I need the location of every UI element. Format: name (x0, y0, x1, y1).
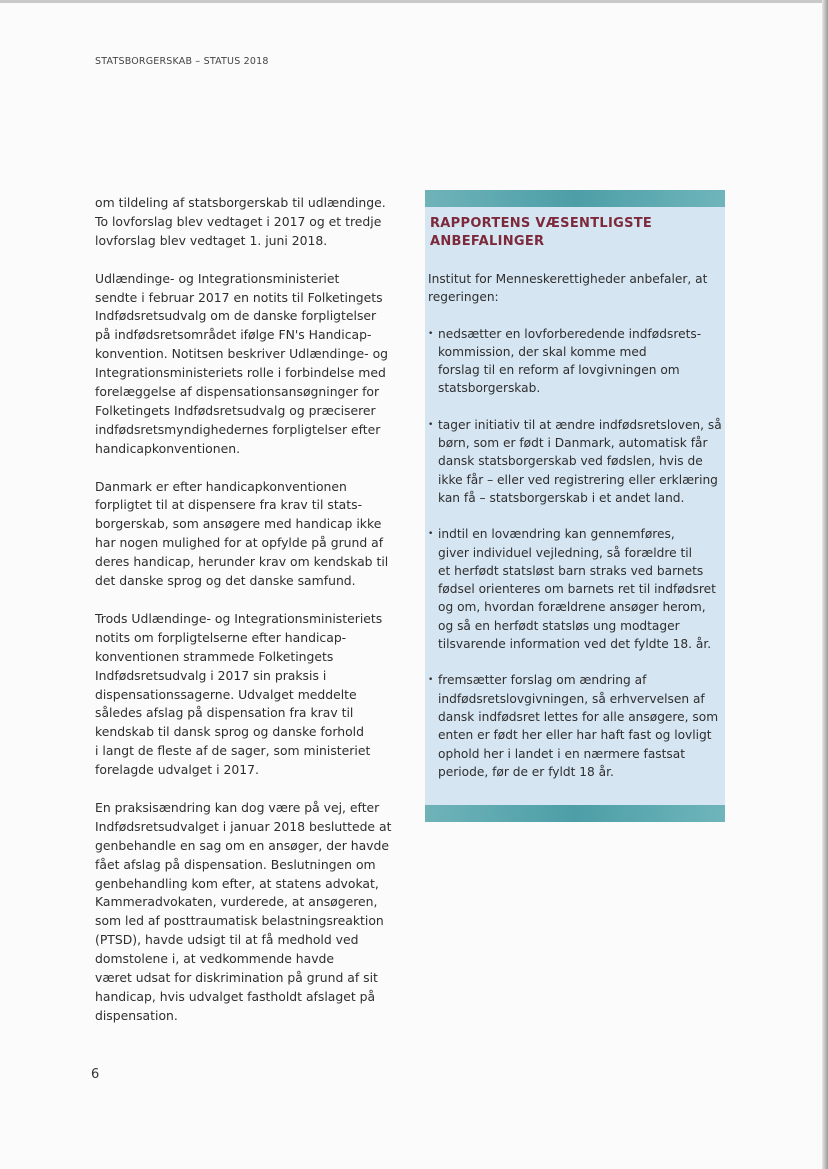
text-line: Folketingets Indfødsretsudvalg og præciserer (95, 402, 376, 418)
text-line: forelæggelse af dispensationsansøgninger for (95, 384, 380, 400)
text-line: indfødsretslovgivningen, så erhvervelsen af (438, 691, 705, 706)
text-line: Indfødsretsudvalg i 2017 sin praksis i (95, 667, 327, 683)
box-title-line: ANBEFALINGER (430, 234, 545, 249)
text-line: To lovforslag blev vedtaget i 2017 og et tredje (95, 213, 382, 229)
text-line: (PTSD), havde udsigt til at få medhold ved (95, 932, 359, 948)
box-intro-line: regeringen: (428, 290, 499, 305)
text-line: dansk indfødsret lettes for alle ansøgere, som (438, 709, 719, 724)
text-line: • fremsætter forslag om ændring af (438, 673, 647, 688)
page-number: 6 (91, 1067, 100, 1082)
text-line: konvention. Notitsen beskriver Udlændinge- og (95, 346, 389, 362)
paragraph (95, 194, 405, 251)
scan-edge-right (822, 0, 828, 1169)
body-text-column (95, 194, 405, 1045)
text-line: lovforslag blev vedtaget 1. juni 2018. (95, 232, 328, 248)
text-line: ophold her i landet i en nærmere fastsat (438, 746, 686, 761)
text-line: Danmark er efter handicapkonventionen (95, 478, 347, 494)
text-line: som led af posttraumatisk belastningsreaktion (95, 913, 384, 929)
text-line: fødsel orienteres om barnets ret til indfødsret (438, 582, 716, 597)
text-line: dansk statsborgerskab ved fødslen, hvis de (438, 454, 703, 469)
text-line: Indfødsretsudvalg om de danske forpligtelser (95, 308, 377, 324)
text-line: kan få – statsborgerskab i et andet land. (438, 490, 685, 505)
paragraph (95, 270, 405, 459)
box-body (428, 270, 724, 799)
box-title-line: RAPPORTENS VÆSENTLIGSTE (430, 216, 653, 231)
text-line: handicap, hvis udvalget fastholdt afslaget på (95, 989, 376, 1004)
text-line: sendte i februar 2017 en notits til Folketingets (95, 289, 383, 305)
box-intro-line: Institut for Menneskerettigheder anbefaler, at (428, 272, 708, 286)
paragraph (95, 610, 405, 780)
text-line: og om, hvordan forældrene ansøger herom, (438, 600, 706, 615)
text-line: genbehandle en sag om en ansøger, der havde (95, 837, 389, 853)
text-line: kommission, der skal komme med (438, 344, 647, 359)
text-line: genbehandling kom efter, at statens advokat, (95, 875, 379, 891)
text-line: Trods Udlændinge- og Integrationsministeriets (95, 610, 383, 626)
text-line: • indtil en lovændring kan gennemføres, (438, 527, 675, 542)
recommendations-box (425, 190, 725, 822)
text-line: forelagde udvalget i 2017. (95, 762, 259, 778)
text-line: indfødsretsmyndighedernes forpligtelser efter (95, 421, 381, 437)
text-line: borgerskab, som ansøgere med handicap ikke (95, 516, 382, 532)
text-line: deres handicap, herunder krav om kendskab til (95, 554, 389, 570)
text-line: notits om forpligtelserne efter handicap- (95, 629, 347, 645)
recommendation-item (428, 416, 724, 507)
text-line: dispensationssagerne. Udvalget meddelte (95, 686, 357, 702)
text-line: giver individuel vejledning, så forældre til (438, 545, 693, 560)
text-line: konventionen strammede Folketingets (95, 648, 334, 664)
text-line: i langt de fleste af de sager, som ministeriet (95, 743, 371, 759)
text-line: har nogen mulighed for at opfylde på grund af (95, 535, 384, 551)
text-line: børn, som er født i Danmark, automatisk får (438, 436, 708, 451)
text-line: Indfødsretsudvalget i januar 2018 besluttede at (95, 818, 392, 834)
box-top-bar (425, 190, 725, 207)
text-line: således afslag på dispensation fra krav til (95, 705, 354, 721)
text-line: forpligtet til at dispensere fra krav til stats- (95, 497, 363, 513)
text-line: periode, før de er fyldt 18 år. (438, 764, 614, 779)
text-line: statsborgerskab. (438, 381, 541, 396)
text-line: Kammeradvokaten, vurderede, at ansøgeren, (95, 894, 378, 910)
text-line: været udsat for diskrimination på grund af sit (95, 970, 378, 986)
running-header: STATSBORGERSKAB – STATUS 2018 (95, 56, 269, 67)
text-line: domstolene i, at vedkommende havde (95, 951, 335, 967)
box-intro (428, 270, 724, 307)
text-line: det danske sprog og det danske samfund. (95, 573, 356, 589)
scan-edge-top (0, 0, 828, 3)
text-line: tilsvarende information ved det fyldte 18. år. (438, 637, 712, 652)
text-line: forslag til en reform af lovgivningen om (438, 363, 680, 378)
recommendation-item (428, 671, 724, 781)
text-line: et herfødt statsløst barn straks ved barnets (438, 563, 704, 578)
text-line: ikke får – eller ved registrering eller erklæring (438, 472, 718, 487)
text-line: dispensation. (95, 1007, 178, 1023)
box-title (430, 215, 652, 251)
text-line: Udlændinge- og Integrationsministeriet (95, 270, 340, 286)
paragraph (95, 799, 405, 1026)
text-line: om tildeling af statsborgerskab til udlændinge. (95, 195, 386, 210)
text-line: kendskab til dansk sprog og danske forhold (95, 724, 364, 740)
text-line: på indfødsretsområdet ifølge FN's Handicap- (95, 327, 372, 343)
recommendation-item (428, 325, 724, 398)
text-line: En praksisændring kan dog være på vej, efter (95, 799, 380, 815)
box-bottom-bar (425, 805, 725, 822)
text-line: fået afslag på dispensation. Beslutningen om (95, 856, 376, 872)
text-line: enten er født her eller har haft fast og lovligt (438, 728, 712, 743)
recommendation-list (428, 325, 724, 782)
text-line: Integrationsministeriets rolle i forbindelse med (95, 365, 386, 381)
text-line: • nedsætter en lovforberedende indfødsrets- (438, 326, 702, 341)
text-line: handicapkonventionen. (95, 440, 241, 456)
text-line: og så en herfødt statsløs ung modtager (438, 618, 680, 633)
recommendation-item (428, 525, 724, 653)
paragraph (95, 478, 405, 591)
text-line: • tager initiativ til at ændre indfødsretsloven, så (438, 417, 722, 432)
